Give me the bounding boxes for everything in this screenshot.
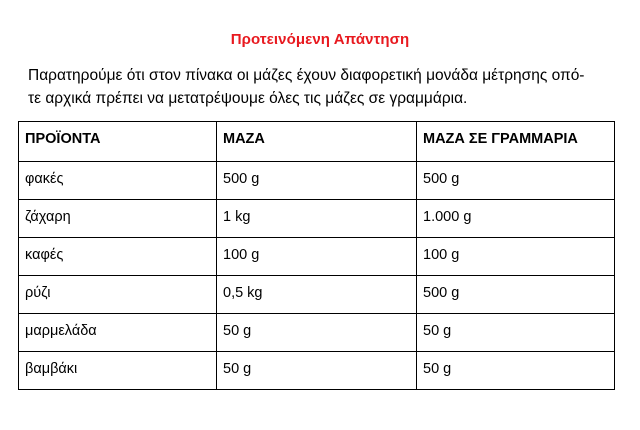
cell-mass: 50 g bbox=[217, 314, 417, 352]
table-row bbox=[19, 200, 615, 238]
page-title: Προτεινόμενη Απάντηση bbox=[230, 31, 410, 48]
cell-mass: 1 kg bbox=[217, 200, 417, 238]
cell-mass: 0,5 kg bbox=[217, 276, 417, 314]
cell-mass: 50 g bbox=[217, 352, 417, 390]
table-row bbox=[19, 238, 615, 276]
header-mass-grams: ΜΑΖΑ ΣΕ ΓΡΑΜΜΑΡΙΑ bbox=[417, 122, 615, 162]
mass-conversion-table bbox=[18, 121, 615, 390]
cell-product: ρύζι bbox=[19, 276, 217, 314]
cell-mass-grams: 100 g bbox=[417, 238, 615, 276]
cell-product: καφές bbox=[19, 238, 217, 276]
cell-product: ζάχαρη bbox=[19, 200, 217, 238]
table-row bbox=[19, 276, 615, 314]
cell-mass-grams: 500 g bbox=[417, 162, 615, 200]
intro-line-2: τε αρχικά πρέπει να μετατρέψουμε όλες τις μάζες σε γραμμάρια. bbox=[28, 90, 468, 107]
cell-mass: 100 g bbox=[217, 238, 417, 276]
header-mass: ΜΑΖΑ bbox=[217, 122, 417, 162]
table-row bbox=[19, 352, 615, 390]
intro-line-1: Παρατηρούμε ότι στον πίνακα οι μάζες έχουν διαφορετική μονάδα μέτρησης οπό- bbox=[28, 67, 585, 84]
table-header-row bbox=[19, 122, 615, 162]
header-products: ΠΡΟΪΟΝΤΑ bbox=[19, 122, 217, 162]
cell-product: φακές bbox=[19, 162, 217, 200]
cell-product: βαμβάκι bbox=[19, 352, 217, 390]
table-row bbox=[19, 314, 615, 352]
cell-mass-grams: 500 g bbox=[417, 276, 615, 314]
cell-mass-grams: 1.000 g bbox=[417, 200, 615, 238]
table-row bbox=[19, 162, 615, 200]
cell-mass: 500 g bbox=[217, 162, 417, 200]
cell-mass-grams: 50 g bbox=[417, 352, 615, 390]
cell-product: μαρμελάδα bbox=[19, 314, 217, 352]
cell-mass-grams: 50 g bbox=[417, 314, 615, 352]
intro-paragraph bbox=[28, 64, 620, 110]
